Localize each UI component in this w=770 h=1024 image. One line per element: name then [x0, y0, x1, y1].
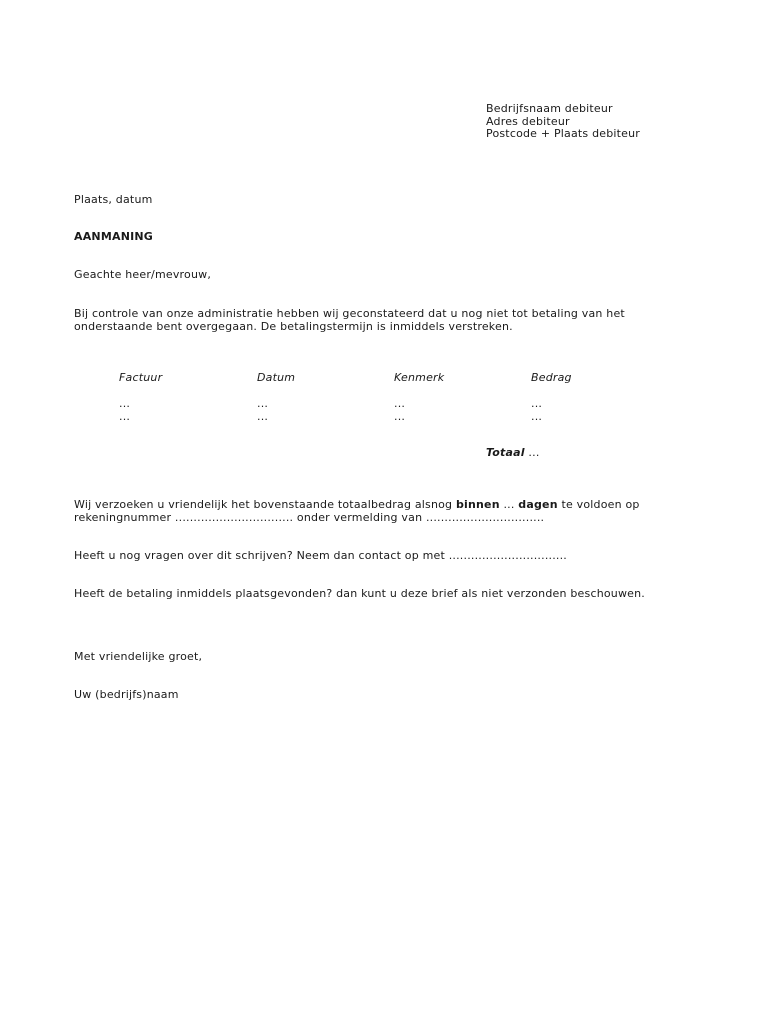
table-cell: ...: [257, 410, 269, 423]
letter-subject: AANMANING: [74, 230, 154, 243]
table-header-kenmerk: Kenmerk: [394, 371, 445, 384]
table-header-factuur: Factuur: [119, 371, 163, 384]
recipient-address: Adres debiteur: [486, 114, 570, 128]
recipient-postal-city: Postcode + Plaats debiteur: [486, 127, 641, 141]
closing-greeting: Met vriendelijke groet,: [74, 650, 203, 663]
salutation: Geachte heer/mevrouw,: [74, 268, 212, 281]
table-cell: ...: [531, 397, 543, 410]
request-days-placeholder: ...: [503, 498, 515, 511]
request-bold-binnen: binnen: [455, 498, 500, 511]
recipient-address-block: [486, 103, 640, 141]
request-text-end: te voldoen op: [561, 498, 640, 511]
already-paid-paragraph: Heeft de betaling inmiddels plaatsgevonden? dan kunt u deze brief als niet verzonden beschouwen.: [74, 587, 645, 600]
signature: Uw (bedrijfs)naam: [74, 688, 179, 701]
intro-line-2: onderstaande bent overgegaan. De betalingstermijn is inmiddels verstreken.: [74, 320, 513, 333]
request-text: Wij verzoeken u vriendelijk het bovenstaande totaalbedrag alsnog: [74, 498, 453, 511]
table-cell: ...: [257, 397, 269, 410]
table-cell: ...: [119, 410, 131, 423]
table-header-bedrag: Bedrag: [531, 371, 572, 384]
table-cell: ...: [394, 410, 406, 423]
table-header-datum: Datum: [257, 371, 296, 384]
questions-paragraph: Heeft u nog vragen over dit schrijven? Neem dan contact op met ................................: [74, 549, 567, 562]
table-cell: ...: [119, 397, 131, 410]
total-line: [486, 446, 540, 459]
request-line-1: [74, 498, 640, 511]
table-cell: ...: [531, 410, 543, 423]
request-line-2: rekeningnummer ................................ onder vermelding van ................................: [74, 511, 545, 524]
recipient-company: Bedrijfsnaam debiteur: [486, 102, 613, 115]
total-label: Totaal: [486, 446, 525, 459]
total-value: ...: [528, 446, 540, 459]
request-bold-dagen: dagen: [518, 498, 558, 511]
intro-line-1: Bij controle van onze administratie hebben wij geconstateerd dat u nog niet tot betaling van het: [74, 307, 625, 320]
place-date: Plaats, datum: [74, 193, 153, 206]
table-cell: ...: [394, 397, 406, 410]
